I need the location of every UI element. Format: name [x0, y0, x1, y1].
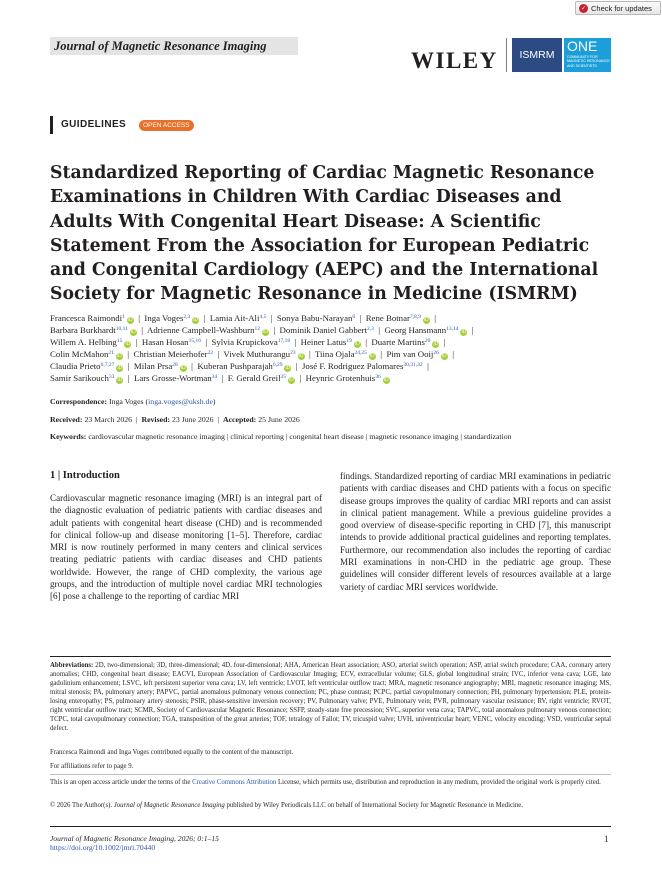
correspondence-name: Inga Voges: [108, 397, 144, 406]
journal-banner: Journal of Magnetic Resonance Imaging: [50, 37, 298, 55]
orcid-icon[interactable]: iD: [285, 365, 291, 371]
author-separator: |: [467, 325, 479, 335]
author-name[interactable]: Samir Sarikouch: [50, 373, 109, 383]
keywords-label: Keywords:: [50, 432, 87, 441]
license-divider: [50, 774, 611, 775]
author-name[interactable]: Pim van Ooij: [386, 349, 434, 359]
author-separator: |: [375, 349, 387, 359]
page-footer-divider: [50, 826, 611, 827]
orcid-icon[interactable]: iD: [180, 365, 186, 371]
author-separator: |: [200, 337, 212, 347]
one-logo-subtitle: COMMUNITY FOR MAGNETIC RESONANCE AND SCIENTISTS: [567, 55, 610, 68]
author-name[interactable]: Christian Meierhofer: [133, 349, 208, 359]
logo-divider: [506, 38, 507, 72]
author-name[interactable]: Lars Grosse-Wortman: [133, 373, 212, 383]
footer-citation: Journal of Magnetic Resonance Imaging, 2026; 0:1–15: [50, 834, 219, 843]
author-separator: |: [199, 313, 210, 323]
orcid-icon[interactable]: iD: [117, 365, 123, 371]
author-affiliation-number: 28: [172, 362, 178, 368]
author-affiliation-number: 26: [433, 350, 439, 356]
orcid-icon[interactable]: iD: [298, 353, 304, 359]
correspondence-line: Correspondence: Inga Voges (inga.voges@uksh.de): [50, 397, 216, 406]
orcid-icon[interactable]: iD: [117, 353, 122, 359]
author-name[interactable]: Colin McMahon: [50, 349, 109, 359]
author-separator: |: [123, 361, 134, 371]
author-name[interactable]: Duarte Martins: [371, 337, 425, 347]
author-affiliation-number: 1: [122, 314, 125, 320]
author-name[interactable]: Lamia Ait-Ali: [209, 313, 260, 323]
orcid-icon[interactable]: iD: [433, 341, 439, 347]
author-affiliation-number: 20: [424, 338, 431, 344]
author-affiliation-number: 33: [108, 374, 115, 380]
author-affiliation-number: 2,3: [183, 314, 191, 320]
author-separator: |: [439, 337, 450, 347]
author-name[interactable]: Sonya Babu-Narayan: [276, 313, 353, 323]
abbreviations-note: [50, 661, 611, 733]
orcid-icon[interactable]: iD: [424, 317, 429, 323]
received-label: Received:: [50, 415, 83, 424]
keywords-line: [50, 432, 512, 441]
ismrm-logo: ISMRM: [512, 38, 562, 72]
author-name[interactable]: Barbara Burkhardt: [50, 325, 116, 335]
affiliations-note: For affiliations refer to page 9.: [50, 763, 134, 770]
revised-label: Revised:: [141, 415, 171, 424]
orcid-icon[interactable]: iD: [131, 329, 136, 335]
author-affiliation-number: 15: [116, 338, 123, 344]
author-separator: |: [122, 349, 134, 359]
article-dates: Received: 23 March 2026 | Revised: 23 June 2026 | Accepted: 25 June 2026: [50, 415, 300, 424]
author-affiliation-number: 6,29: [272, 362, 283, 368]
author-affiliation-number: 12: [254, 326, 260, 332]
author-affiliation-number: 19: [346, 338, 352, 344]
author-affiliation-number: 36: [375, 374, 381, 380]
abbreviations-label: Abbreviations:: [50, 662, 94, 669]
article-title: Standardized Reporting of Cardiac Magnetic Resonance Examinations in Children With Cardiac Diseases and Adults With Congenital Heart Disease: A Scientific Statement From the Association for European Pediatric and Congenital Cardiology (AEPC) and the International Society for Magnetic Resonance in Medicine (ISMRM): [50, 163, 599, 305]
orcid-icon[interactable]: iD: [441, 353, 447, 359]
author-affiliation-number: 23: [290, 350, 296, 356]
correspondence-email[interactable]: inga.voges@uksh.de: [148, 397, 213, 406]
orcid-icon[interactable]: iD: [383, 377, 389, 383]
author-affiliation-number: 13,14: [446, 326, 459, 332]
author-name[interactable]: Hasan Hosan: [141, 337, 189, 347]
author-name[interactable]: Claudia Prieto: [50, 361, 101, 371]
author-affiliation-number: 15,16: [188, 338, 201, 344]
author-separator: |: [422, 361, 434, 371]
author-name[interactable]: Rene Botnar: [365, 313, 410, 323]
cc-license-link[interactable]: Creative Commons Attribution: [192, 779, 277, 786]
revised-date: 23 June 2026: [171, 415, 214, 424]
author-separator: |: [360, 337, 372, 347]
section-marker: [50, 116, 53, 134]
copyright-end: published by Wiley Periodicals LLC on behalf of International Society for Magnetic Resonance in Medicine.: [224, 802, 523, 809]
orcid-icon[interactable]: iD: [125, 341, 131, 347]
author-affiliation-number: 35: [280, 374, 287, 380]
one-logo-text: ONE: [567, 38, 598, 54]
author-affiliation-number: 30,31,32: [403, 362, 423, 368]
check-for-updates-button[interactable]: [575, 1, 661, 15]
copyright-journal: Journal of Magnetic Resonance Imaging: [113, 802, 225, 809]
page-number: 1: [604, 834, 609, 844]
accepted-label: Accepted:: [222, 415, 257, 424]
author-affiliation-number: 24,25: [354, 350, 367, 356]
author-separator: |: [123, 373, 134, 383]
equal-contribution-note: Francesca Raimondi and Inga Voges contributed equally to the content of the manuscript.: [50, 749, 294, 756]
author-separator: |: [133, 313, 145, 323]
orcid-icon[interactable]: iD: [370, 353, 375, 359]
abbreviations-text: 2D, two-dimensional; 3D, three-dimensional; 4D, four-dimensional; AHA, American Heart association; ASO, arterial switch operation; ASP, atrial switch procedure; CAA, coronary artery anomalies; CHD, congenital heart disease; EACVI, European Association of Cardiovascular Imaging; ECV, extracellular volume; GLS, global longitudinal strain; IVC, inferior vena cava; LGE, late gadolinium enhancement; LSVC, left persistent superior vena cava; LV, left ventricle; LVOT, left ventricular outflow tract; MRA, magnetic resonance angiography; MRI, magnetic resonance imaging; MS, mitral stenosis; PA, pulmonary artery; PAPVC, partial anomalous pulmonary venous connection; PC, phase contrast; PCPC, partial cavopulmonary connection; PH, pulmonary hypertension; PLE, protein-losing enteropathy; PS, pulmonary artery stenosis; PSIR, phase-sensitive inversion recovery; PV, Pulmonary valve; PVE, Pulmonary vein; PVR, pulmonary vascular resistance; RV, right ventricle; RVOT, right ventricular outflow tract; SCMR, Society of Cardiovascular Magnetic Resonance; SSFP, steady-state free precession; SVC, superior vena cava; TAPVC, total anomalous pulmonary venous connection; TCPC, total cavopulmonary connection; TGA, transposition of the great arteries; TOF, tetralogy of Fallot; TV, tricuspid valve; UVH, univentricular heart; VENC, velocity encoding; VSD, ventricular septal defect.: [50, 662, 611, 733]
author-name[interactable]: Kuberan Pushparajah: [197, 361, 273, 371]
received-date: 23 March 2026: [84, 415, 133, 424]
author-affiliation-number: 17,18: [277, 338, 291, 344]
copyright-start: © 2026 The Author(s).: [50, 802, 114, 809]
correspondence-label: Correspondence:: [50, 397, 108, 406]
section-heading-introduction: 1 | Introduction: [50, 470, 120, 481]
author-separator: |: [217, 373, 228, 383]
author-affiliation-number: 34: [211, 374, 218, 380]
author-separator: |: [268, 325, 280, 335]
author-line: [50, 371, 390, 384]
author-separator: |: [186, 361, 198, 371]
author-affiliation-number: 6: [352, 314, 356, 320]
orcid-icon[interactable]: iD: [193, 317, 199, 323]
author-affiliation-number: 21: [108, 350, 114, 356]
author-separator: |: [373, 325, 385, 335]
orcid-icon[interactable]: iD: [127, 317, 133, 323]
author-name[interactable]: Heynric Grotenhuis: [305, 373, 376, 383]
author-affiliation-number: 7,8,9: [409, 314, 421, 320]
author-name[interactable]: Dominik Daniel Gabbert: [279, 325, 368, 335]
author-separator: |: [429, 313, 441, 323]
author-name[interactable]: Milan Prsa: [133, 361, 173, 371]
author-name[interactable]: Vivek Muthurangu: [223, 349, 291, 359]
author-separator: |: [290, 337, 301, 347]
check-updates-label: Check for updates: [591, 3, 652, 13]
orcid-icon[interactable]: iD: [289, 377, 294, 383]
orcid-icon[interactable]: iD: [117, 377, 123, 383]
author-name[interactable]: Adrienne Campbell-Washburn: [146, 325, 255, 335]
author-name[interactable]: F. Gerald Greil: [227, 373, 281, 383]
license-note: [50, 778, 611, 787]
author-separator: |: [447, 349, 459, 359]
orcid-icon[interactable]: iD: [354, 341, 360, 347]
footer-doi-link[interactable]: https://doi.org/10.1002/jmri.70440: [50, 843, 156, 852]
author-name[interactable]: José F. Rodriguez Palomares: [302, 361, 404, 371]
author-name[interactable]: Inga Voges: [144, 313, 184, 323]
author-name[interactable]: Georg Hansmann: [384, 325, 447, 335]
author-name[interactable]: Tiina Ojala: [314, 349, 355, 359]
copyright-note: [50, 801, 611, 810]
wiley-logo: WILEY: [411, 48, 498, 73]
accepted-date: 25 June 2026: [258, 415, 300, 424]
author-name[interactable]: Sylvia Krupickova: [211, 337, 278, 347]
author-separator: |: [136, 325, 147, 335]
author-name[interactable]: Francesca Raimondi: [50, 313, 123, 323]
article-type-label: GUIDELINES: [61, 119, 127, 130]
author-separator: |: [131, 337, 142, 347]
license-text-start: This is an open access article under the terms of the: [50, 779, 193, 786]
author-separator: |: [291, 361, 302, 371]
orcid-icon[interactable]: iD: [461, 329, 467, 335]
author-separator: |: [213, 349, 224, 359]
orcid-icon[interactable]: iD: [263, 329, 268, 335]
one-logo: [564, 38, 611, 72]
author-affiliation-number: 10,11: [115, 326, 128, 332]
author-name[interactable]: Willem A. Helbing: [50, 337, 117, 347]
author-separator: |: [266, 313, 277, 323]
intro-paragraph-left: Cardiovascular magnetic resonance imaging (MRI) is an integral part of the diagnostic evaluation of pediatric patients with cardiac diseases and adult patients with congenital heart disease (CHD) and is recommended for clinical follow-up and disease monitoring [1–5]. Therefore, cardiac MRI is now routinely performed in many centers and clinical services treating pediatric patients with cardiac diseases and CHD patients worldwide. However, the range of CHD complexity, the various age groups, and the introduction of multiple novel cardiac MRI technologies [6] pose a challenge to the reporting of cardiac MRI: [50, 493, 322, 602]
author-separator: |: [295, 373, 306, 383]
open-access-badge: OPEN ACCESS: [139, 120, 194, 131]
author-affiliation-number: 4,5: [259, 314, 267, 320]
keywords-text: cardiovascular magnetic resonance imaging | clinical reporting | congenital heart disease | magnetic resonance imaging | standardization: [88, 432, 512, 441]
author-separator: |: [304, 349, 315, 359]
author-affiliation-number: 2,3: [367, 326, 374, 332]
check-updates-icon: ✓: [580, 5, 587, 12]
author-name[interactable]: Heiner Latus: [300, 337, 347, 347]
author-separator: |: [355, 313, 366, 323]
license-text-end: License, which permits use, distribution and reproduction in any medium, provided the original work is properly cited.: [276, 779, 601, 786]
author-affiliation-number: 22: [207, 350, 213, 356]
intro-paragraph-right: findings. Standardized reporting of cardiac MRI examinations in pediatric patients with cardiac diseases and CHD patients with a focus on specific disease groups improves the quality of cardiac MRI reports and can assist in clinical patient management. While a previous guideline provides a good overview of disease-specific reporting in CHD [7], this manuscript intends to provide additional practical guidelines and reporting templates. Furthermore, our recommendation also includes the reporting of cardiac MRI examinations in non-CHD in the pediatric age group. These guidelines will consider different levels of resources available at a large variety of cardiac MRI services worldwide.: [340, 471, 611, 592]
author-affiliation-number: 6,7,27: [100, 362, 115, 368]
footnote-divider: [50, 656, 611, 657]
